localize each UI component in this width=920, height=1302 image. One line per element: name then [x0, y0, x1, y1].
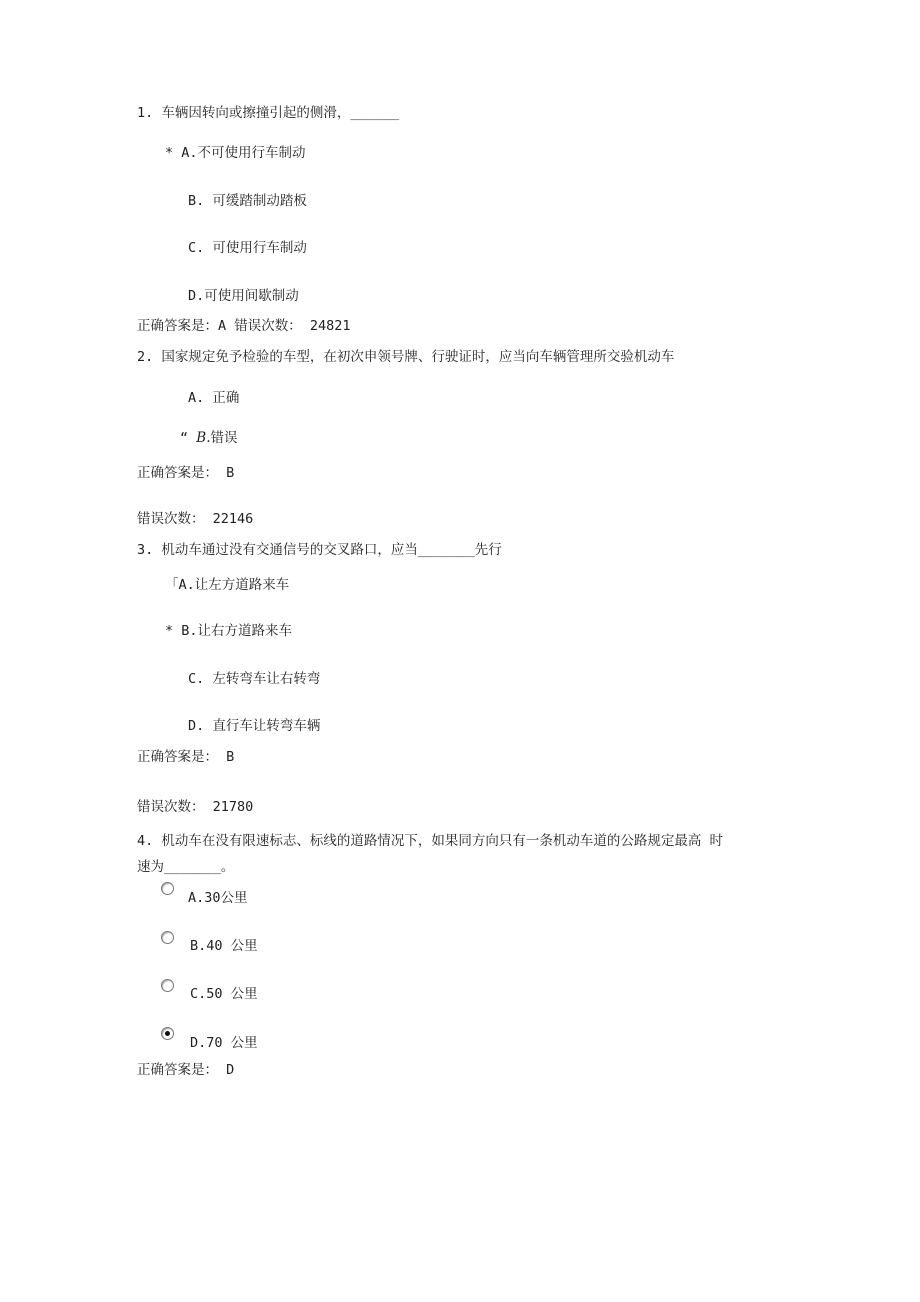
q4-option-c: C.50 公里: [190, 986, 258, 1002]
q2-option-b-letter: B.: [196, 430, 211, 446]
q4-radio-a[interactable]: [161, 882, 174, 895]
q3-option-d: D. 直行车让转弯车辆: [188, 718, 321, 734]
q2-option-b-mark: “: [180, 430, 189, 446]
q2-answer: 正确答案是： B: [137, 465, 235, 481]
q4-option-a: A.30公里: [188, 890, 248, 906]
q4-option-d: D.70 公里: [190, 1035, 258, 1051]
q3-option-a: 「A.让左方道路来车: [165, 577, 290, 593]
q3-errors: 错误次数： 21780: [137, 799, 254, 815]
question-1: 1. 车辆因转向或擦撞引起的侧滑，______: [137, 105, 400, 121]
q4-radio-d[interactable]: [161, 1027, 174, 1040]
question-4-line1: 4. 机动车在没有限速标志、标线的道路情况下，如果同方向只有一条机动车道的公路规定最高 时: [137, 833, 724, 849]
question-2: 2. 国家规定免予检验的车型，在初次申领号牌、行驶证时，应当向车辆管理所交验机动车: [137, 349, 675, 365]
q2-option-b-text: 错误: [210, 430, 238, 446]
q3-answer: 正确答案是： B: [137, 749, 235, 765]
q1-option-c: C. 可使用行车制动: [188, 240, 307, 256]
q3-option-c: C. 左转弯车让右转弯: [188, 671, 321, 687]
q1-option-d: D.可使用间歇制动: [188, 288, 299, 304]
q4-radio-b[interactable]: [161, 931, 174, 944]
q4-answer: 正确答案是： D: [137, 1062, 235, 1078]
q1-option-b: B. 可缓踏制动踏板: [188, 193, 307, 209]
q4-radio-c[interactable]: [161, 979, 174, 992]
q4-option-b: B.40 公里: [190, 938, 258, 954]
q3-option-b: * B.让右方道路来车: [165, 623, 293, 639]
q2-option-b: [180, 429, 238, 447]
question-4-line2: 速为_______。: [137, 859, 235, 875]
q1-option-a: * A.不可使用行车制动: [165, 145, 306, 161]
q2-errors: 错误次数： 22146: [137, 511, 254, 527]
q1-answer: 正确答案是：A 错误次数： 24821: [137, 318, 351, 334]
q2-option-a: A. 正确: [188, 390, 240, 406]
question-3: 3. 机动车通过没有交通信号的交叉路口，应当_______先行: [137, 542, 502, 558]
